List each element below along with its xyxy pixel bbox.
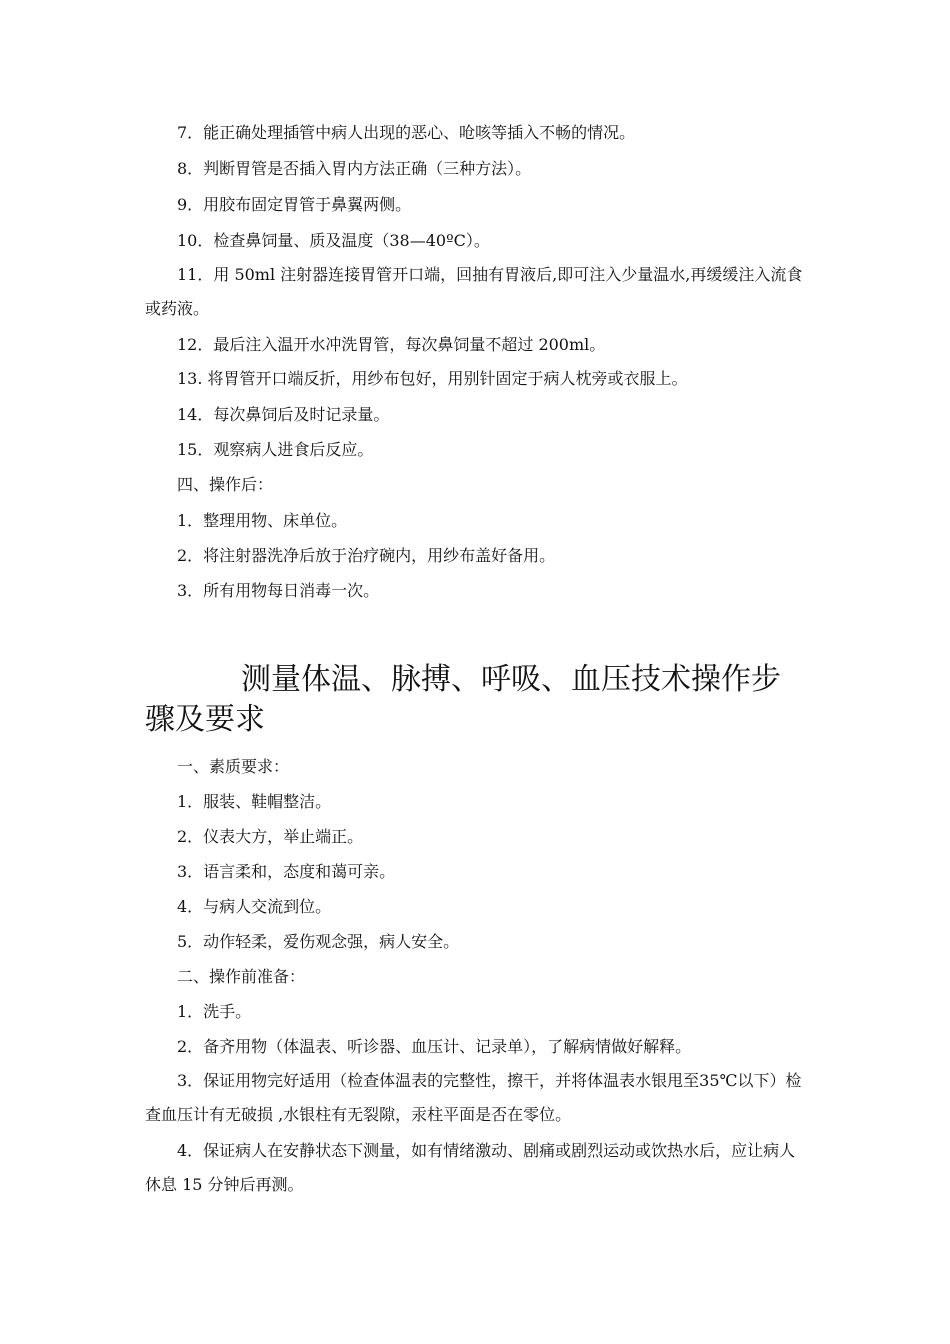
quality-item-2: 2．仪表大方，举止端正。 xyxy=(177,827,364,846)
paragraph-item-14: 14．每次鼻饲后及时记录量。 xyxy=(177,405,390,424)
paragraph-item-9: 9．用胶布固定胃管于鼻翼两侧。 xyxy=(177,195,412,214)
paragraph-item-12: 12．最后注入温开水冲洗胃管，每次鼻饲量不超过 200ml。 xyxy=(177,335,606,354)
section-heading-after-operation: 四、操作后： xyxy=(177,475,274,494)
quality-item-1: 1．服装、鞋帽整洁。 xyxy=(177,792,332,811)
paragraph-item-7: 7．能正确处理插管中病人出现的恶心、呛咳等插入不畅的情况。 xyxy=(177,123,636,142)
paragraph-item-10: 10．检查鼻饲量、质及温度（38—40ºC）。 xyxy=(177,231,490,250)
paragraph-item-11: 11．用 50ml 注射器连接胃管开口端，回抽有胃液后,即可注入少量温水,再缓缓注入流食或药液。 xyxy=(145,265,803,318)
quality-item-5: 5．动作轻柔，爱伤观念强，病人安全。 xyxy=(177,932,460,951)
page-title: 测量体温、脉搏、呼吸、血压技术操作步骤及要求 xyxy=(145,662,781,737)
section-heading-quality: 一、素质要求： xyxy=(177,757,290,776)
prep-item-2: 2．备齐用物（体温表、听诊器、血压计、记录单），了解病情做好解释。 xyxy=(177,1037,692,1056)
quality-item-3: 3．语言柔和，态度和蔼可亲。 xyxy=(177,862,396,881)
after-item-2: 2．将注射器洗净后放于治疗碗内，用纱布盖好备用。 xyxy=(177,546,556,565)
quality-item-4: 4．与病人交流到位。 xyxy=(177,897,332,916)
paragraph-item-13: 13. 将胃管开口端反折，用纱布包好，用别针固定于病人枕旁或衣服上。 xyxy=(177,369,688,388)
prep-item-1: 1．洗手。 xyxy=(177,1002,252,1021)
prep-item-4: 4．保证病人在安静状态下测量，如有情绪激动、剧痛或剧烈运动或饮热水后，应让病人休息 15 分钟后再测。 xyxy=(145,1141,796,1194)
paragraph-item-15: 15．观察病人进食后反应。 xyxy=(177,440,374,459)
after-item-1: 1．整理用物、床单位。 xyxy=(177,511,348,530)
prep-item-3: 3．保证用物完好适用（检查体温表的完整性，擦干，并将体温表水银甩至35℃以下）检查血压计有无破损 ,水银柱有无裂隙，汞柱平面是否在零位。 xyxy=(145,1071,802,1124)
after-item-3: 3．所有用物每日消毒一次。 xyxy=(177,581,380,600)
paragraph-item-8: 8．判断胃管是否插入胃内方法正确（三种方法）。 xyxy=(177,159,532,178)
section-heading-preparation: 二、操作前准备： xyxy=(177,967,306,986)
